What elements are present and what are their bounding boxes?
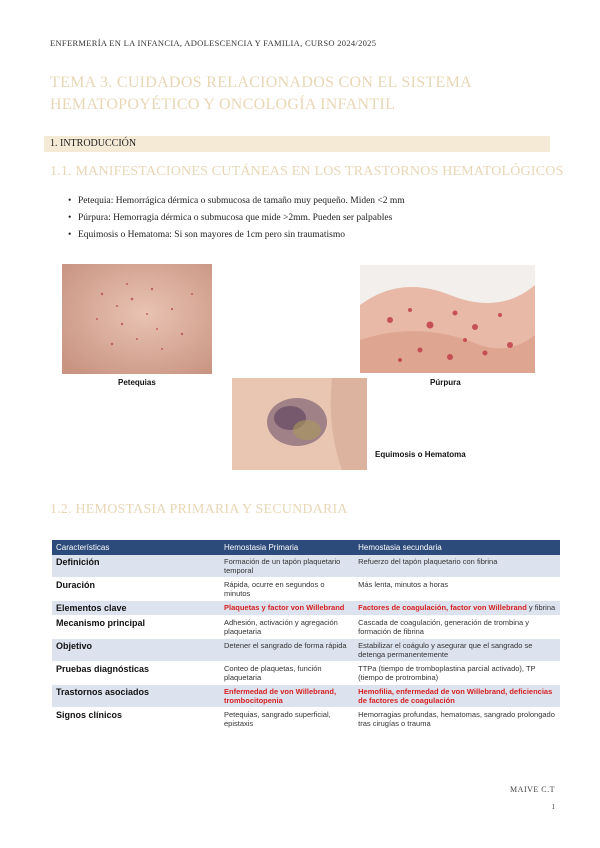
row-label: Duración xyxy=(52,578,220,601)
row-label: Definición xyxy=(52,555,220,578)
row-label: Trastornos asociados xyxy=(52,685,220,708)
table-row xyxy=(52,639,560,662)
table-row xyxy=(52,601,560,616)
petequias-photo xyxy=(62,264,212,374)
subsection-title-2: 1.2. HEMOSTASIA PRIMARIA Y SECUNDARIA xyxy=(50,502,348,517)
table-header: Hemostasia Primaria xyxy=(220,540,354,555)
subsection-title-1: 1.1. MANIFESTACIONES CUTÁNEAS EN LOS TRASTORNOS HEMATOLÓGICOS xyxy=(50,164,564,179)
bullet-list xyxy=(50,193,405,244)
table-header: Hemostasia secundaria xyxy=(354,540,560,555)
cell-secundaria: Hemorragias profundas, hematomas, sangrado prolongado tras cirugías o trauma xyxy=(354,708,560,731)
list-item: • Púrpura: Hemorragia dérmica o submucosa que mide >2mm. Pueden ser palpables xyxy=(68,213,393,223)
row-label: Objetivo xyxy=(52,639,220,662)
list-item: • Petequia: Hemorrágica dérmica o submucosa de tamaño muy pequeño. Miden <2 mm xyxy=(68,196,405,206)
running-header: ENFERMERÍA EN LA INFANCIA, ADOLESCENCIA Y FAMILIA, CURSO 2024/2025 xyxy=(50,38,377,48)
row-label: Mecanismo principal xyxy=(52,616,220,639)
cell-secundaria xyxy=(354,601,560,616)
table-header: Características xyxy=(52,540,220,555)
section-title: 1. INTRODUCCIÓN xyxy=(50,138,137,149)
table-row xyxy=(52,708,560,731)
cell-secundaria: Refuerzo del tapón plaquetario con fibrina xyxy=(354,555,560,578)
cell-secundaria: Estabilizar el coágulo y asegurar que el sangrado se detenga permanentemente xyxy=(354,639,560,662)
cell-secundaria: Cascada de coagulación, generación de trombina y formación de fibrina xyxy=(354,616,560,639)
table-header-row xyxy=(52,540,560,555)
cell-secundaria: Más lenta, minutos a horas xyxy=(354,578,560,601)
table-row xyxy=(52,685,560,708)
cell-primaria: Conteo de plaquetas, función plaquetaria xyxy=(220,662,354,685)
table-row xyxy=(52,578,560,601)
row-label: Signos clínicos xyxy=(52,708,220,731)
cell-primaria: Adhesión, activación y agregación plaquetaria xyxy=(220,616,354,639)
purpura-photo xyxy=(360,265,535,373)
equimosis-photo xyxy=(232,378,367,470)
cell-secundaria: Hemofilia, enfermedad de von Willebrand, deficiencias de factores de coagulación xyxy=(354,685,560,708)
cell-highlight: Factores de coagulación, factor von Willebrand xyxy=(358,603,527,612)
equimosis-caption: Equimosis o Hematoma xyxy=(375,450,466,459)
author-footer: MAIVE C.T xyxy=(510,785,555,794)
table-row xyxy=(52,662,560,685)
table-row xyxy=(52,555,560,578)
petequias-caption: Petequias xyxy=(118,378,156,387)
cell-text: y fibrina xyxy=(526,603,556,612)
page-number: 1 xyxy=(551,803,555,811)
cell-primaria: Plaquetas y factor von Willebrand xyxy=(220,601,354,616)
row-label: Elementos clave xyxy=(52,601,220,616)
cell-primaria: Enfermedad de von Willebrand, trombocitopenia xyxy=(220,685,354,708)
cell-primaria: Petequias, sangrado superficial, epistaxis xyxy=(220,708,354,731)
chapter-title: TEMA 3. CUIDADOS RELACIONADOS CON EL SISTEMA HEMATOPOYÉTICO Y ONCOLOGÍA INFANTIL xyxy=(50,74,472,113)
list-item: • Equimosis o Hematoma: Si son mayores de 1cm pero sin traumatismo xyxy=(68,230,346,240)
cell-primaria: Rápida, ocurre en segundos o minutos xyxy=(220,578,354,601)
row-label: Pruebas diagnósticas xyxy=(52,662,220,685)
cell-primaria: Detener el sangrado de forma rápida xyxy=(220,639,354,662)
cell-secundaria: TTPa (tiempo de tromboplastina parcial activado), TP (tiempo de protrombina) xyxy=(354,662,560,685)
cell-primaria: Formación de un tapón plaquetario temporal xyxy=(220,555,354,578)
hemostasia-table xyxy=(52,540,560,731)
table-row xyxy=(52,616,560,639)
purpura-caption: Púrpura xyxy=(430,378,461,387)
